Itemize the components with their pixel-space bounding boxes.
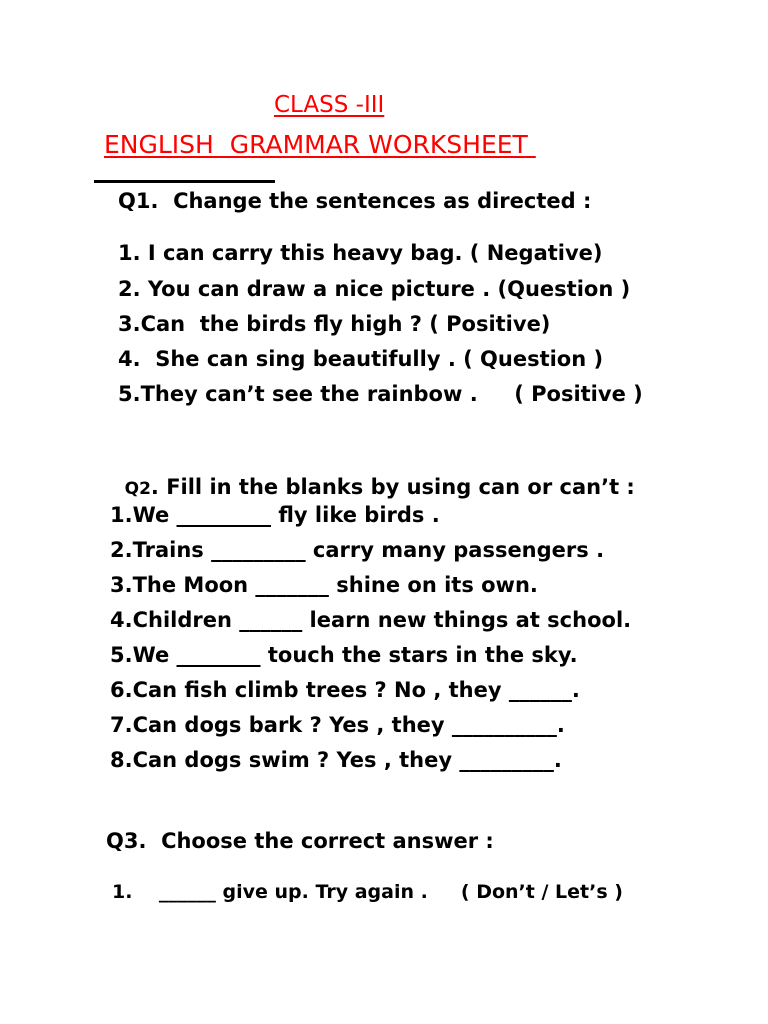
q2-item-1: 1.We _________ fly like birds .: [110, 503, 440, 527]
q2-item-4: 4.Children ______ learn new things at school.: [110, 608, 632, 632]
q3-heading: Q3. Choose the correct answer :: [106, 829, 494, 853]
q2-item-2: 2.Trains _________ carry many passengers .: [110, 538, 605, 562]
q1-item-3: 3.Can the birds fly high ? ( Positive): [118, 312, 551, 336]
q1-item-5: 5.They can’t see the rainbow . ( Positive ): [118, 382, 643, 406]
q2-heading: [110, 451, 635, 499]
q1-item-1: 1. I can carry this heavy bag. ( Negative): [118, 241, 603, 265]
q2-item-5: 5.We ________ touch the stars in the sky.: [110, 643, 578, 667]
q1-heading: Q1. Change the sentences as directed :: [118, 189, 592, 213]
q1-item-2: 2. You can draw a nice picture . (Question ): [118, 277, 631, 301]
q2-heading-text: . Fill in the blanks by using can or can’t :: [150, 475, 635, 499]
q2-item-8: 8.Can dogs swim ? Yes , they _________.: [110, 748, 562, 772]
q2-item-7: 7.Can dogs bark ? Yes , they __________.: [110, 713, 565, 737]
class-label: CLASS -III: [274, 92, 385, 118]
q3-item-1: 1. ______ give up. Try again . ( Don’t / Let’s ): [112, 881, 623, 903]
q1-item-4: 4. She can sing beautifully . ( Question ): [118, 347, 604, 371]
underline-rule: [94, 180, 275, 183]
q2-item-6: 6.Can fish climb trees ? No , they ______.: [110, 678, 580, 702]
q2-prefix: Q2: [124, 479, 151, 499]
worksheet-title: ENGLISH GRAMMAR WORKSHEET: [104, 130, 536, 159]
q2-item-3: 3.The Moon _______ shine on its own.: [110, 573, 538, 597]
